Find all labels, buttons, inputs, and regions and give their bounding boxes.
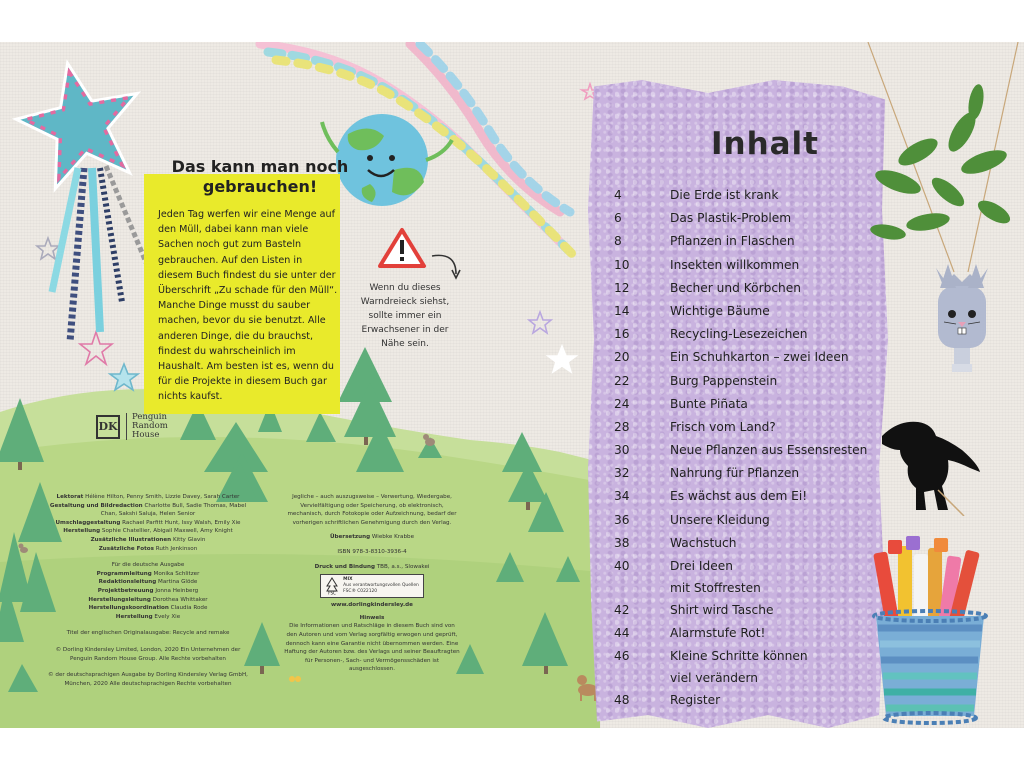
translation-line	[284, 533, 460, 542]
isbn: ISBN 978-3-8310-3936-4	[337, 548, 407, 555]
credit-line	[48, 604, 248, 613]
toc-entry-label	[670, 230, 874, 253]
credit-line	[48, 570, 248, 579]
notice-text: Die Informationen und Ratschläge in diesem Buch sind von den Autoren und vom Verlag sorgfältig erwogen und geprüft, dennoch kann eine Garantie nicht übernommen werden. Eine Haftung der Autoren bzw. des Verlags und seiner Beauftragten für Personen-, Sach- und Vermögensschäden ist ausgeschlossen.	[284, 623, 460, 673]
toc-entry[interactable]	[614, 599, 874, 622]
toc-list	[614, 184, 874, 713]
toc-page-number: 40	[614, 559, 630, 573]
star-ornament-illustration	[7, 50, 153, 342]
original-title: Titel der englischen Originalausgabe: Recycle and remake	[66, 630, 230, 637]
toc-entry-label-line: viel verändern	[670, 671, 759, 686]
toc-entry-label-line: Unsere Kleidung	[670, 512, 770, 527]
toc-entry-label	[670, 689, 874, 712]
toc-entry-label-line: Becher und Körbchen	[670, 280, 801, 295]
toc-entry[interactable]	[614, 485, 874, 508]
toc-entry-label-line: Bunte Piñata	[670, 396, 748, 411]
toc-page-number: 44	[614, 626, 630, 641]
copyright-uk: © Dorling Kindersley Limited, London, 2020 Ein Unternehmen der Penguin Random House Group. Alle Rechte vorbehalten	[55, 646, 241, 662]
toc-entry-label	[670, 555, 874, 599]
toc-entry-label-line: Neue Pflanzen aus Essensresten	[670, 443, 868, 458]
toc-entry-label-line: Es wächst aus dem Ei!	[670, 489, 808, 504]
toc-page-number: 28	[614, 419, 630, 434]
toc-page-number: 22	[614, 373, 630, 388]
toc-entry[interactable]	[614, 622, 874, 645]
toc-page-number: 30	[614, 443, 630, 458]
toc-entry-label-line: Die Erde ist krank	[670, 188, 779, 202]
credit-line	[48, 536, 248, 545]
website[interactable]: www.dorlingkindersley.de	[331, 602, 413, 609]
credit-role: Projektbetreuung	[97, 587, 154, 594]
credits-list	[48, 493, 248, 553]
svg-text:FSC: FSC	[328, 590, 336, 596]
fsc-code: FSC® C022120	[343, 589, 378, 595]
credit-role: Herstellung	[115, 613, 153, 620]
fsc-label	[320, 574, 424, 598]
toc-entry-label	[670, 300, 874, 323]
credit-names: Monika Schlitzer	[153, 570, 200, 577]
toc-entry[interactable]	[614, 300, 874, 323]
credit-role: Programmleitung	[96, 570, 152, 577]
pen-cup-illustration	[868, 532, 992, 728]
toc-entry-label-line: Kleine Schritte können	[670, 649, 808, 664]
toc-entry[interactable]	[614, 509, 874, 532]
toc-entry[interactable]	[614, 462, 874, 485]
toc-page-number: 46	[614, 649, 630, 664]
toc-entry-label	[670, 277, 874, 300]
toc-page-number: 14	[614, 303, 630, 318]
credit-names: Dorothea Whittaker	[152, 596, 208, 603]
toc-entry-label	[670, 346, 874, 369]
credit-role: Redaktionsleitung	[98, 579, 157, 586]
credit-line	[48, 527, 248, 536]
toc-entry-label	[670, 509, 874, 532]
credit-role: Lektorat	[56, 494, 84, 500]
fsc-sub: Aus verantwortungsvollen Quellen	[343, 583, 419, 589]
toc-entry-label	[670, 599, 874, 622]
toc-entry-label-line: mit Stoffresten	[670, 581, 761, 595]
credit-names: Charlotte Bull, Sadie Thomas, Mabel Chan, Sakshi Saluja, Helen Senior	[100, 502, 247, 518]
toc-entry[interactable]	[614, 370, 874, 393]
toc-entry[interactable]	[614, 416, 874, 439]
credit-names: Jonna Heinberg	[155, 587, 199, 594]
toc-entry-label-line: Recycling-Lesezeichen	[670, 327, 808, 342]
toc-entry-label	[670, 184, 874, 207]
credit-names: Evely Xie	[154, 613, 181, 620]
toc-entry[interactable]	[614, 207, 874, 230]
credit-line	[48, 613, 248, 622]
toc-entry-label-line: Das Plastik-Problem	[670, 211, 792, 226]
dk-logo: DK	[96, 415, 120, 439]
toc-entry[interactable]	[614, 230, 874, 253]
toc-entry-label-line: Alarmstufe Rot!	[670, 626, 766, 641]
toc-page-number: 32	[614, 466, 630, 481]
credit-line	[48, 519, 248, 528]
toc-entry-label-line: Nahrung für Pflanzen	[670, 466, 800, 481]
credit-line	[48, 596, 248, 605]
credit-names: Sophie Chatellier, Abigail Maxwell, Amy Knight	[101, 528, 233, 535]
credit-role: Zusätzliche Fotos	[98, 545, 154, 552]
toc-title: Inhalt	[710, 126, 820, 162]
print-label: Druck und Bindung	[314, 563, 375, 570]
publisher-logo	[96, 413, 192, 440]
toc-entry-label-line: Ein Schuhkarton – zwei Ideen	[670, 350, 849, 365]
bunny-bottle-illustration	[930, 264, 994, 376]
toc-entry-label-line: Register	[670, 693, 721, 708]
info-box-text: Jeden Tag werfen wir eine Menge auf den Müll, dabei kann man viele Sachen noch gut zum Basteln gebrauchen. Auf den Listen in diesem Buch findest du sie unter der Überschrift „Zu schade für den Müll“. Manche Dinge musst du sauber machen, bevor du sie benutzt. Alle anderen Dinge, die du brauchst, findest du wahrscheinlich im Haushalt. Am besten ist es, wenn du für die Projekte in diesem Buch gar nichts kaufst.	[158, 209, 338, 403]
toc-entry-label	[670, 439, 874, 462]
toc-page-number: 42	[614, 603, 630, 617]
copyright-de: © der deutschsprachigen Ausgabe by Dorling Kindersley Verlag GmbH, München, 2020 Alle deutschsprachigen Rechte vorbehalten	[48, 672, 248, 687]
toc-entry[interactable]	[614, 393, 874, 416]
toc-entry-label	[670, 532, 874, 555]
warning-note: Wenn du dieses Warndreieck siehst, sollte immer ein Erwachsener in der Nähe sein.	[360, 283, 450, 349]
toc-entry[interactable]	[614, 277, 874, 300]
toc-entry-label-line: Shirt wird Tasche	[670, 603, 774, 617]
toc-entry-label-line: Insekten willkommen	[670, 257, 800, 272]
toc-entry-label	[670, 207, 874, 230]
imprint-credits	[48, 493, 248, 688]
credit-line	[48, 545, 248, 554]
toc-entry-label-line: Frisch vom Land?	[670, 419, 776, 434]
credit-role: Herstellung	[63, 528, 101, 535]
credit-names: Hélène Hilton, Penny Smith, Lizzie Davey, Sarah Carter	[85, 494, 240, 500]
toc-entry-label	[670, 462, 874, 485]
credit-line	[48, 587, 248, 596]
toc-entry-label	[670, 416, 874, 439]
warning-triangle-icon	[380, 230, 460, 278]
imprint-legal	[284, 493, 460, 674]
toc-page-number: 34	[614, 489, 630, 504]
toc-entry[interactable]	[614, 254, 874, 277]
german-edition-heading: Für die deutsche Ausgabe	[111, 562, 185, 569]
toc-entry[interactable]	[614, 689, 874, 712]
toc-page-number: 4	[614, 188, 622, 202]
toc-entry-label	[670, 393, 874, 416]
toc-entry-label	[670, 485, 874, 508]
toc-entry-label	[670, 323, 874, 346]
publisher-name: Penguin Random House	[126, 413, 192, 440]
credit-role: Zusätzliche Illustrationen	[90, 536, 172, 543]
toc-entry-label-line: Drei Ideen	[670, 559, 733, 573]
rights-text: Jegliche – auch auszugsweise – Verwertung, Wiedergabe, Vervielfältigung oder Speicherung, ob elektronisch, mechanisch, durch Fotokopie oder Aufzeichnung, bedarf der vorherigen schriftlichen Genehmigung durch den Verlag.	[287, 494, 457, 526]
credit-line	[48, 493, 248, 502]
toc-entry-label	[670, 622, 874, 645]
credit-names: Claudia Rode	[170, 605, 208, 612]
credit-role: Herstellungskoordination	[88, 605, 169, 612]
credit-names: Ruth Jenkinson	[155, 545, 198, 552]
plant-illustration	[858, 42, 1024, 292]
toc-entry-label-line: Wachstuch	[670, 535, 737, 550]
toc-page-number: 16	[614, 327, 630, 342]
print-line	[284, 563, 460, 572]
toc-page-number: 6	[614, 211, 622, 226]
german-credits-list	[48, 570, 248, 622]
credit-names: Kitty Glavin	[172, 536, 206, 543]
translation-label: Übersetzung	[329, 534, 371, 541]
toc-page-number: 48	[614, 693, 630, 708]
credit-names: Martina Glöde	[158, 579, 198, 586]
notice-heading: Hinweis	[359, 614, 385, 621]
toc-entry[interactable]	[614, 323, 874, 346]
toc-entry-label	[670, 254, 874, 277]
credit-names: Rachael Parfitt Hunt, Issy Walsh, Emily Xie	[122, 519, 241, 526]
toc-entry[interactable]	[614, 346, 874, 369]
toc-entry[interactable]	[614, 645, 874, 689]
toc-page-number: 12	[614, 280, 630, 295]
credit-role: Umschlaggestaltung	[55, 519, 121, 526]
print-name: TBB, a.s., Slowakei	[376, 563, 430, 570]
dinosaur-silhouette-illustration	[878, 410, 982, 516]
toc-page-number: 24	[614, 396, 630, 411]
fsc-tree-icon	[325, 577, 339, 595]
toc-entry[interactable]	[614, 184, 874, 207]
credit-role: Gestaltung und Bildredaction	[49, 502, 143, 509]
toc-page-number: 38	[614, 535, 630, 550]
toc-entry[interactable]	[614, 555, 874, 599]
toc-page-number: 36	[614, 512, 630, 527]
credit-line	[48, 578, 248, 587]
book-spread	[0, 42, 1024, 728]
credit-role: Herstellungsleitung	[88, 596, 151, 603]
toc-entry-label-line: Pflanzen in Flaschen	[670, 234, 795, 249]
toc-page-number: 8	[614, 234, 622, 249]
toc-entry[interactable]	[614, 532, 874, 555]
translation-name: Wiebke Krabbe	[371, 534, 415, 541]
toc-entry-label-line: Burg Pappenstein	[670, 373, 778, 388]
toc-page-number: 10	[614, 257, 630, 272]
fsc-mix: MIX	[343, 577, 353, 583]
toc-entry[interactable]	[614, 439, 874, 462]
toc-entry-label	[670, 645, 874, 689]
info-box-title: Das kann man noch gebrauchen!	[171, 157, 349, 196]
toc-entry-label-line: Wichtige Bäume	[670, 303, 770, 318]
toc-entry-label	[670, 370, 874, 393]
toc-page-number: 20	[614, 350, 630, 365]
credit-line	[48, 502, 248, 519]
